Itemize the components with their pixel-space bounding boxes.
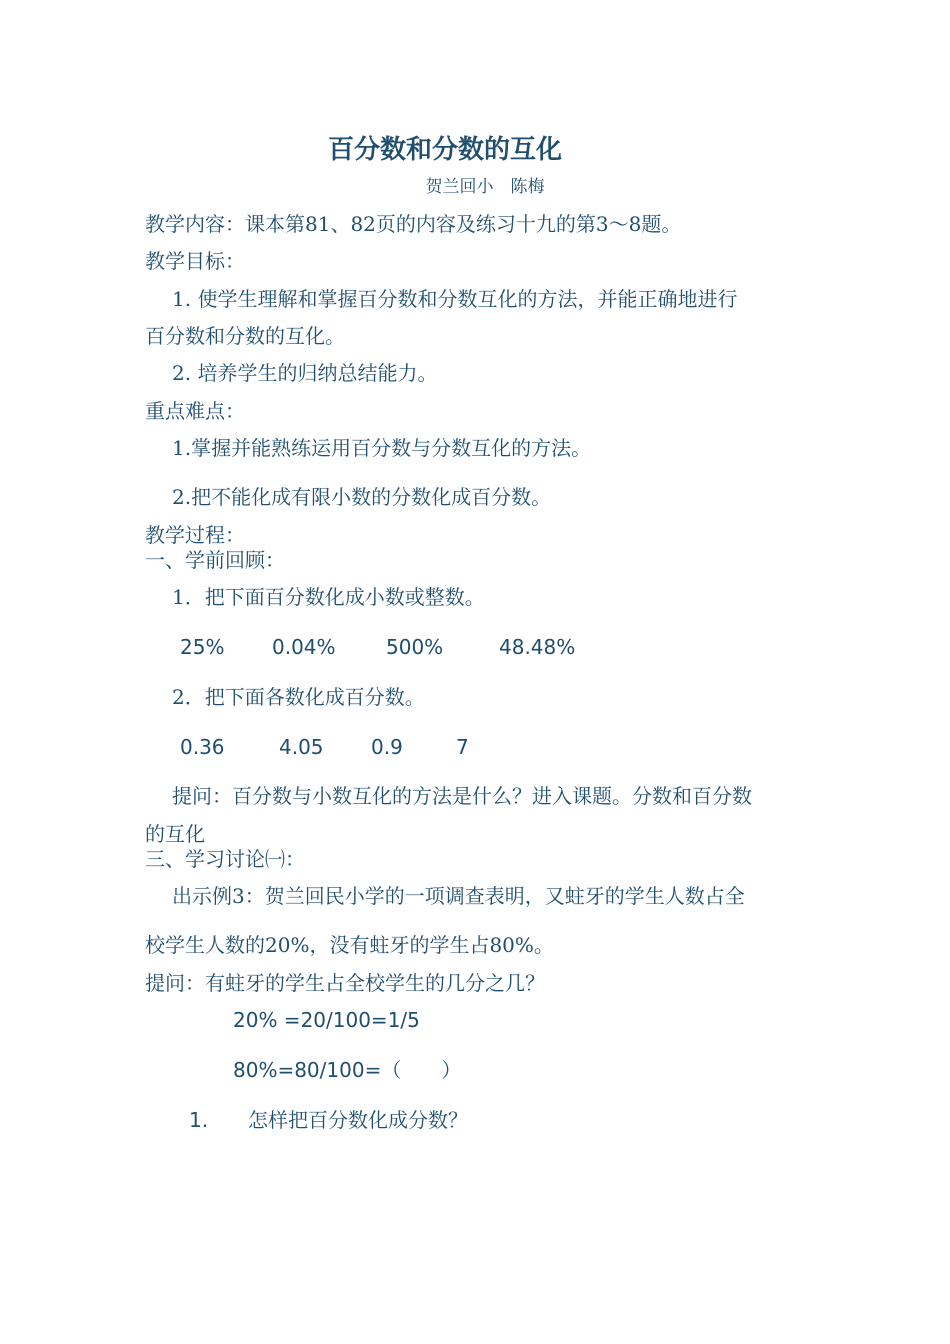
value-item: 25%	[180, 635, 225, 659]
value-item: 4.05	[279, 735, 324, 759]
value-item: 0.9	[371, 735, 403, 759]
author-line: 贺兰回小 陈梅	[425, 177, 545, 197]
value-item: 500%	[386, 635, 444, 659]
review-2-values	[180, 735, 469, 759]
objective-1-line-1: 1. 使学生理解和掌握百分数和分数互化的方法，并能正确地进行	[172, 287, 738, 311]
list-item-text: 怎样把百分数化成分数？	[248, 1108, 468, 1132]
objectives-heading: 教学目标：	[145, 249, 245, 273]
equation-1: 20% =20/100=1/5	[233, 1008, 420, 1032]
value-item: 7	[456, 735, 469, 759]
process-heading: 教学过程：	[145, 523, 245, 547]
value-item: 0.04%	[272, 635, 336, 659]
review-1-values	[180, 635, 575, 659]
question-2: 提问：有蛀牙的学生占全校学生的几分之几？	[145, 971, 545, 995]
keypoints-heading: 重点难点：	[145, 399, 245, 423]
review-task-1: 1．把下面百分数化成小数或整数。	[172, 585, 485, 609]
example-line-2: 校学生人数的20%，没有蛀牙的学生占80%。	[145, 933, 554, 957]
keypoint-1: 1.掌握并能熟练运用百分数与分数互化的方法。	[172, 436, 592, 460]
objective-2: 2. 培养学生的归纳总结能力。	[172, 361, 438, 385]
review-task-2: 2．把下面各数化成百分数。	[172, 685, 425, 709]
question-1-line-2: 的互化	[145, 822, 205, 846]
list-item-number: 1.	[189, 1108, 209, 1132]
question-1-line-1: 提问：百分数与小数互化的方法是什么？进入课题。分数和百分数	[172, 784, 752, 808]
objective-1-line-2: 百分数和分数的互化。	[145, 324, 345, 348]
keypoint-2: 2.把不能化成有限小数的分数化成百分数。	[172, 485, 552, 509]
example-line-1: 出示例3：贺兰回民小学的一项调查表明，又蛀牙的学生人数占全	[172, 884, 745, 908]
teaching-content: 教学内容：课本第81、82页的内容及练习十九的第3～8题。	[145, 212, 682, 236]
discussion-heading: 三、学习讨论㈠：	[145, 847, 305, 871]
equation-2: 80%=80/100=（ ）	[233, 1058, 462, 1082]
value-item: 0.36	[180, 735, 225, 759]
page-title: 百分数和分数的互化	[327, 135, 562, 165]
review-heading: 一、学前回顾：	[145, 548, 285, 572]
value-item: 48.48%	[499, 635, 576, 659]
